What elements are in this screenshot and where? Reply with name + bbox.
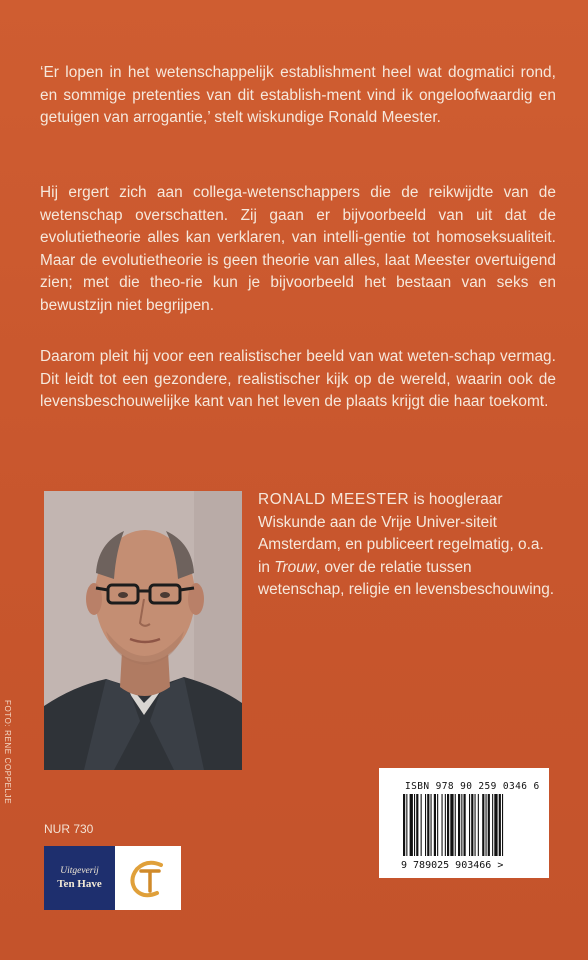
author-bio-text-2: , over de relatie tussen wetenschap, religie en levensbeschouwing. bbox=[258, 558, 555, 598]
blurb-paragraph-1: Hij ergert zich aan collega-wetenschappers die de reikwijdte van de wetenschap overschatten. Zij gaan er bijvoorbeeld van uit dat de evolutietheorie alles kan verklaren, van intelli-gentie tot homoseksualiteit. Maar de evolutietheorie is geen theorie van alles, laat Meester overtuigend zien; met die theo-rie kun je bijvoorbeeld het bestaan van seks en bewustzijn niet begrijpen. bbox=[40, 184, 556, 314]
author-photo bbox=[44, 491, 242, 770]
photo-credit: FOTO: RENE COPPELJE bbox=[3, 700, 12, 805]
publisher-line-2: Ten Have bbox=[57, 878, 102, 890]
publisher-logo bbox=[44, 846, 181, 910]
publisher-emblem bbox=[115, 846, 181, 910]
author-name: RONALD MEESTER bbox=[258, 491, 410, 508]
blurb-paragraph-2: Daarom pleit hij voor een realistischer beeld van wat weten-schap vermag. Dit leidt tot een gezondere, realistischer kijk op de wereld, waarin ook de levensbeschouwelijke kant van het leven de plaats krijgt die haar toekomt. bbox=[40, 348, 556, 410]
author-bio-newspaper: Trouw bbox=[274, 558, 316, 576]
barcode-digits-layer bbox=[379, 768, 549, 878]
author-bio bbox=[258, 489, 558, 602]
publisher-line-1: Uitgeverij bbox=[60, 866, 99, 876]
publisher-logo-blue-panel bbox=[44, 846, 115, 910]
isbn-label: ISBN 978 90 259 0346 6 bbox=[405, 781, 540, 792]
author-portrait-illustration bbox=[44, 491, 242, 770]
author-bio-text-1: is hoogleraar Wiskunde aan de Vrije Univer-siteit Amsterdam, en publiceert regelmatig, o.a. in bbox=[258, 491, 544, 576]
barcode-box bbox=[379, 768, 549, 878]
blurb-quote: ‘Er lopen in het wetenschappelijk establishment heel wat dogmatici rond, en sommige pretenties van dit establish-ment vind ik ongeloofwaardig en getuigen van arrogantie,’ stelt wiskundige Ronald Meester. bbox=[40, 64, 556, 126]
publisher-emblem-icon bbox=[125, 855, 171, 901]
nur-code: NUR 730 bbox=[44, 822, 94, 836]
barcode-digits: 9 789025 903466 > bbox=[401, 860, 504, 871]
